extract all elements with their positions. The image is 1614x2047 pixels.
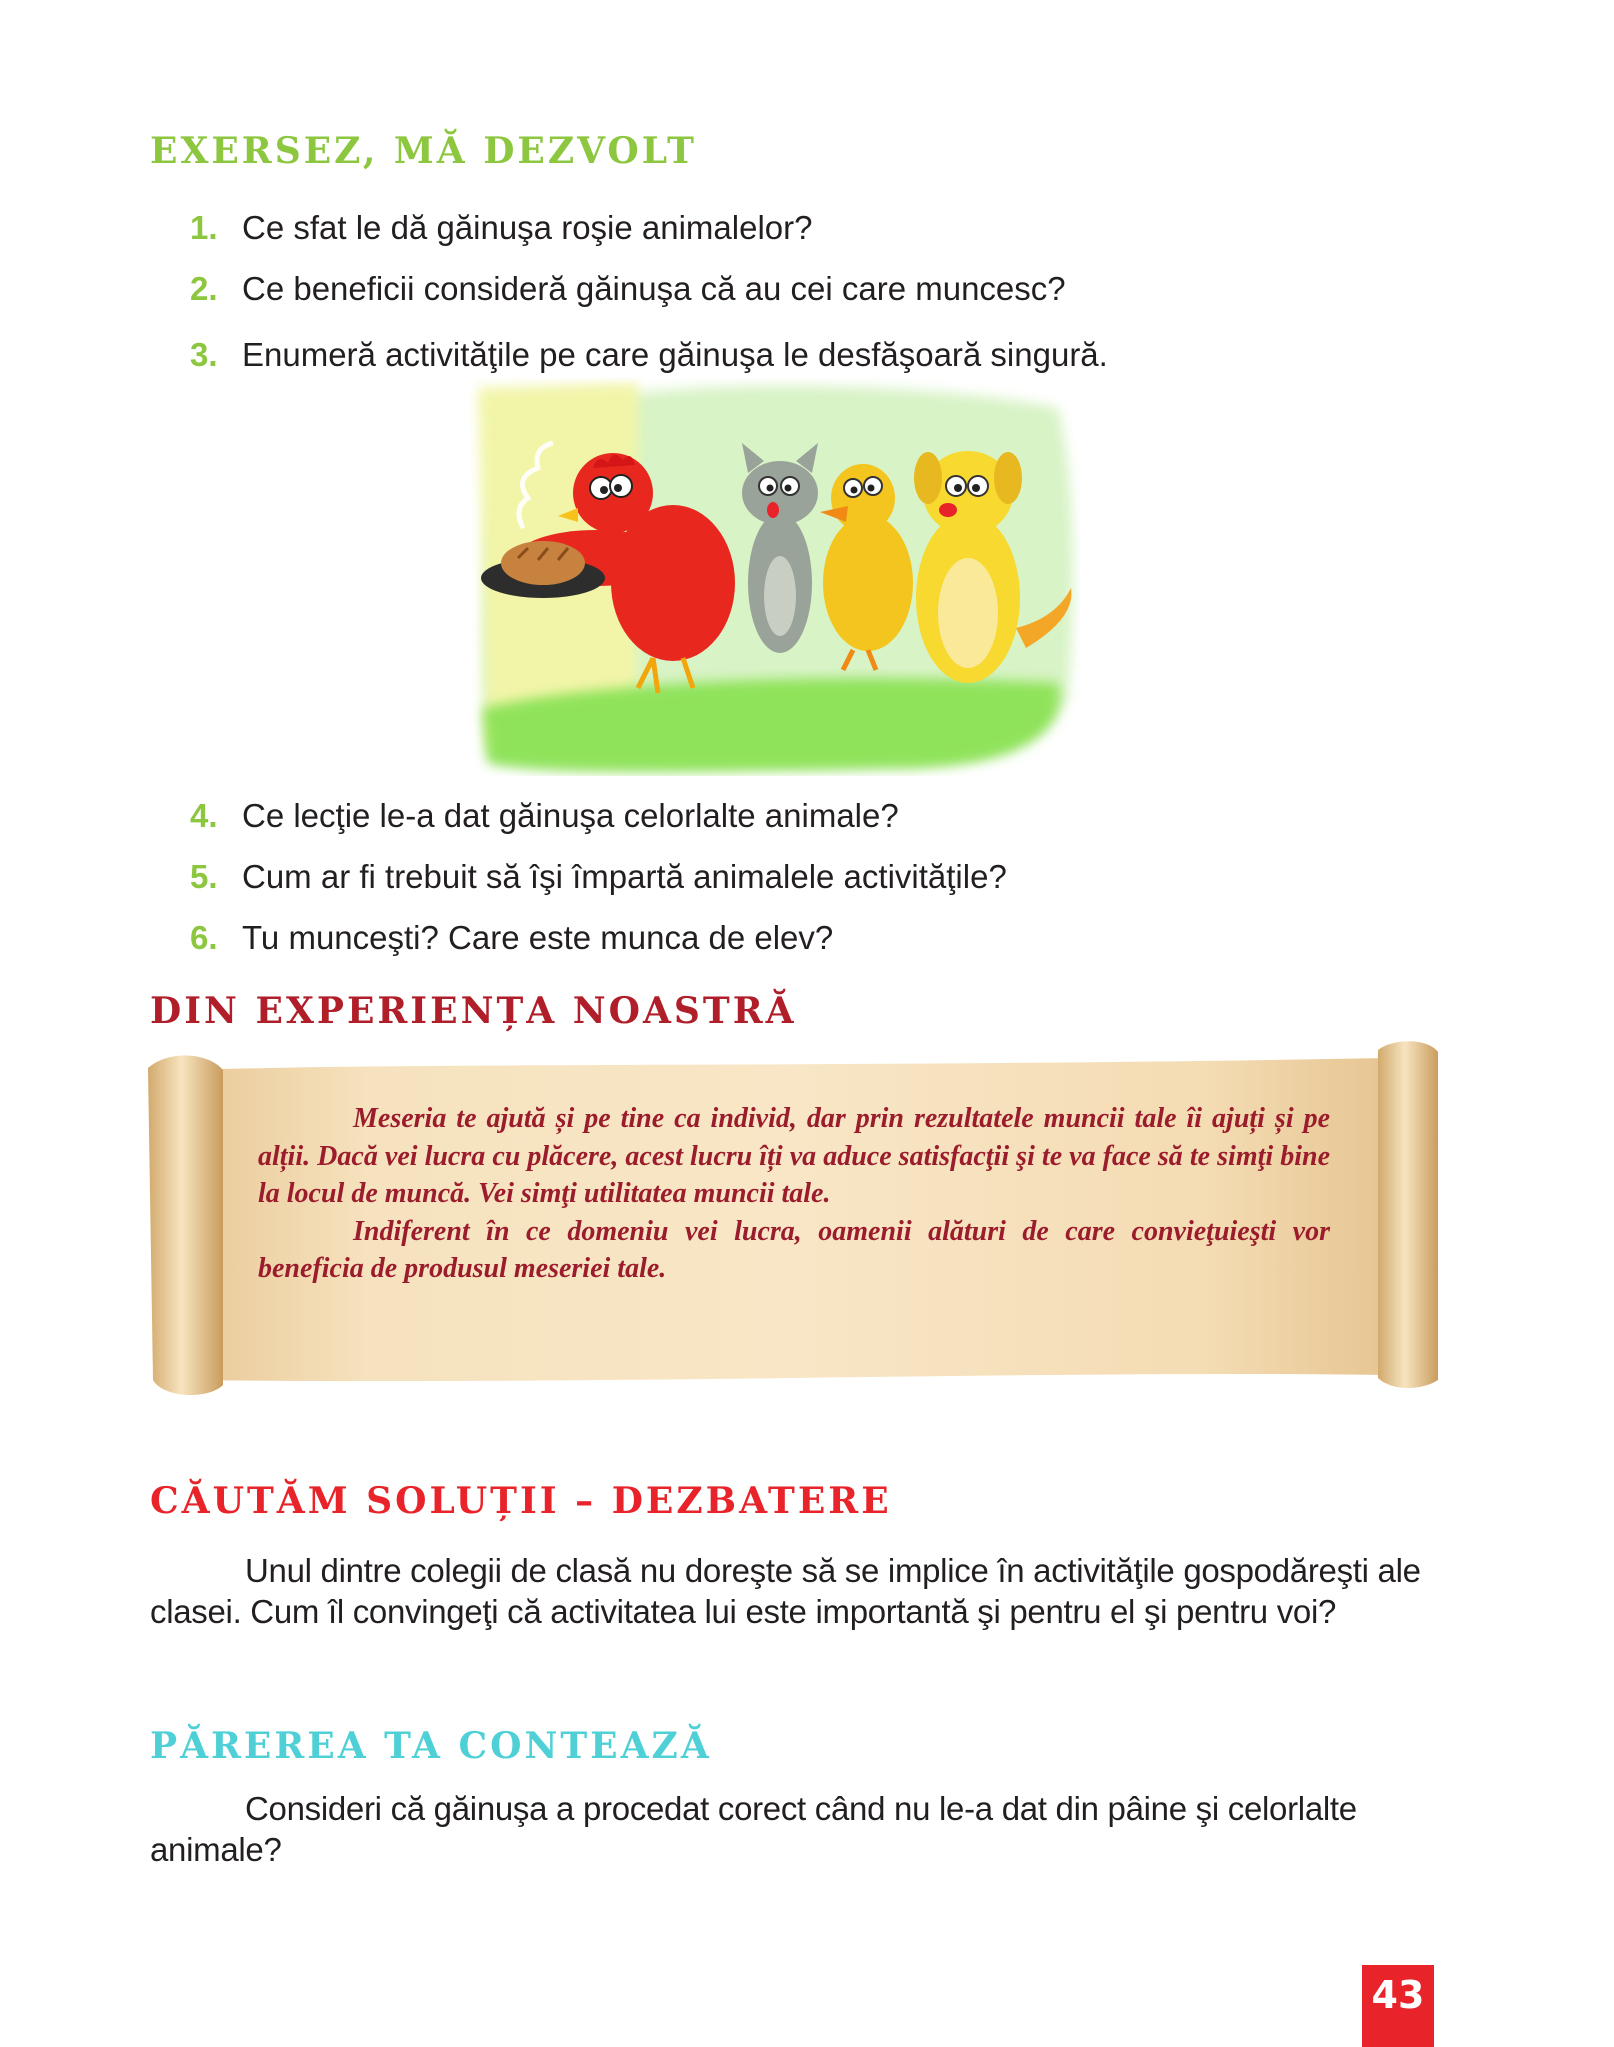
question-text: Ce lecţie le-a dat găinuşa celorlalte animale? [242,797,899,834]
opinion-paragraph: Consideri că găinuşa a procedat corect când nu le-a dat din pâine şi celorlalte animale? [150,1790,1357,1868]
question-text: Tu munceşti? Care este munca de elev? [242,919,834,956]
scroll-paragraph: Meseria te ajută și pe tine ca individ, dar prin rezultatele muncii tale îi ajuți și pe alții. Dacă vei lucra cu plăcere, acest lucru îți va aduce satisfacţii şi te va face să te simţi bine la locul de muncă. Vei simţi utilitatea muncii tale. [258,1103,1330,1209]
list-item [190,918,1007,979]
section-title-parerea-ta: PĂREREA TA CONTEAZĂ [150,1725,712,1767]
list-item [190,208,1108,269]
cat-icon [742,443,818,653]
section-title-cautam-solutii: CĂUTĂM SOLUȚII – DEZBATERE [150,1480,892,1522]
scroll-paragraph: Indiferent în ce domeniu vei lucra, oamenii alături de care convieţuieşti vor beneficia de produsul meseriei tale. [258,1215,1330,1284]
question-number: 4. [190,797,218,834]
list-item [190,857,1007,918]
story-illustration [468,378,1080,776]
section-title-din-experienta: DIN EXPERIENȚA NOASTRĂ [150,990,797,1032]
question-text: Ce beneficii consideră găinuşa că au cei care muncesc? [242,270,1066,307]
question-list-first [190,208,1108,396]
question-text: Ce sfat le dă găinuşa roşie animalelor? [242,209,813,246]
question-number: 2. [190,270,218,307]
question-number: 3. [190,336,218,373]
question-number: 1. [190,209,218,246]
debate-paragraph: Unul dintre colegii de clasă nu doreşte să se implice în activităţile gospodăreşti ale clasei. Cum îl convingeţi că activitatea lui este importantă şi pentru el şi pentru voi? [150,1552,1421,1630]
question-list-second [190,796,1007,979]
scroll-text [258,1100,1330,1288]
question-text: Enumeră activităţile pe care găinuşa le desfăşoară singură. [242,336,1108,373]
list-item [190,796,1007,857]
list-item [190,269,1108,335]
question-number: 6. [190,919,218,956]
question-number: 5. [190,858,218,895]
page-number: 43 [1362,1965,1434,2047]
section-title-exersez: EXERSEZ, MĂ DEZVOLT [150,130,697,172]
question-text: Cum ar fi trebuit să îşi împartă animalele activităţile? [242,858,1007,895]
